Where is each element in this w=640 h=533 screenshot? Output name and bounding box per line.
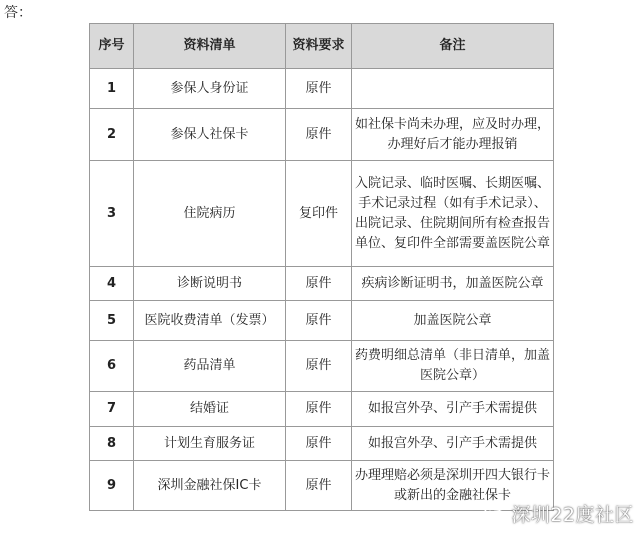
row-note: 如社保卡尚未办理，应及时办理，办理好后才能办理报销 — [352, 109, 554, 161]
row-note: 药费明细总清单（非日清单，加盖医院公章） — [352, 341, 554, 392]
watermark-text: 深圳22度社区 — [511, 504, 634, 526]
materials-table — [89, 23, 554, 511]
row-requirement: 原件 — [286, 341, 352, 392]
table-row — [90, 427, 554, 461]
header-seq: 序号 — [90, 24, 134, 69]
row-requirement: 原件 — [286, 461, 352, 511]
row-requirement: 原件 — [286, 109, 352, 161]
row-requirement: 原件 — [286, 69, 352, 109]
row-item: 住院病历 — [134, 161, 286, 267]
row-seq: 3 — [90, 161, 134, 267]
row-seq: 9 — [90, 461, 134, 511]
row-note: 加盖医院公章 — [352, 301, 554, 341]
row-item: 药品清单 — [134, 341, 286, 392]
row-note — [352, 69, 554, 109]
row-note: 如报宫外孕、引产手术需提供 — [352, 392, 554, 427]
row-seq: 5 — [90, 301, 134, 341]
row-requirement: 原件 — [286, 392, 352, 427]
table-row — [90, 109, 554, 161]
table-row — [90, 341, 554, 392]
table-row — [90, 161, 554, 267]
row-seq: 1 — [90, 69, 134, 109]
row-item: 深圳金融社保IC卡 — [134, 461, 286, 511]
header-note: 备注 — [352, 24, 554, 69]
table-row — [90, 301, 554, 341]
row-item: 计划生育服务证 — [134, 427, 286, 461]
row-note: 疾病诊断证明书，加盖医院公章 — [352, 267, 554, 301]
row-seq: 4 — [90, 267, 134, 301]
table-row — [90, 267, 554, 301]
row-requirement: 原件 — [286, 427, 352, 461]
row-seq: 8 — [90, 427, 134, 461]
row-seq: 6 — [90, 341, 134, 392]
header-item: 资料清单 — [134, 24, 286, 69]
row-note: 如报宫外孕、引产手术需提供 — [352, 427, 554, 461]
table-header-row — [90, 24, 554, 69]
row-requirement: 原件 — [286, 301, 352, 341]
row-item: 参保人社保卡 — [134, 109, 286, 161]
answer-label: 答： — [4, 5, 32, 21]
row-note: 办理理赔必须是深圳开四大银行卡或新出的金融社保卡 — [352, 461, 554, 511]
wechat-icon — [484, 505, 506, 523]
table-row — [90, 392, 554, 427]
watermark — [484, 500, 634, 527]
row-item: 结婚证 — [134, 392, 286, 427]
header-requirement: 资料要求 — [286, 24, 352, 69]
row-seq: 2 — [90, 109, 134, 161]
table-row — [90, 69, 554, 109]
row-requirement: 原件 — [286, 267, 352, 301]
row-item: 参保人身份证 — [134, 69, 286, 109]
row-requirement: 复印件 — [286, 161, 352, 267]
row-item: 诊断说明书 — [134, 267, 286, 301]
row-note: 入院记录、临时医嘱、长期医嘱、手术记录过程（如有手术记录）、出院记录、住院期间所有检查报告单位、复印件全部需要盖医院公章 — [352, 161, 554, 267]
row-item: 医院收费清单（发票） — [134, 301, 286, 341]
row-seq: 7 — [90, 392, 134, 427]
